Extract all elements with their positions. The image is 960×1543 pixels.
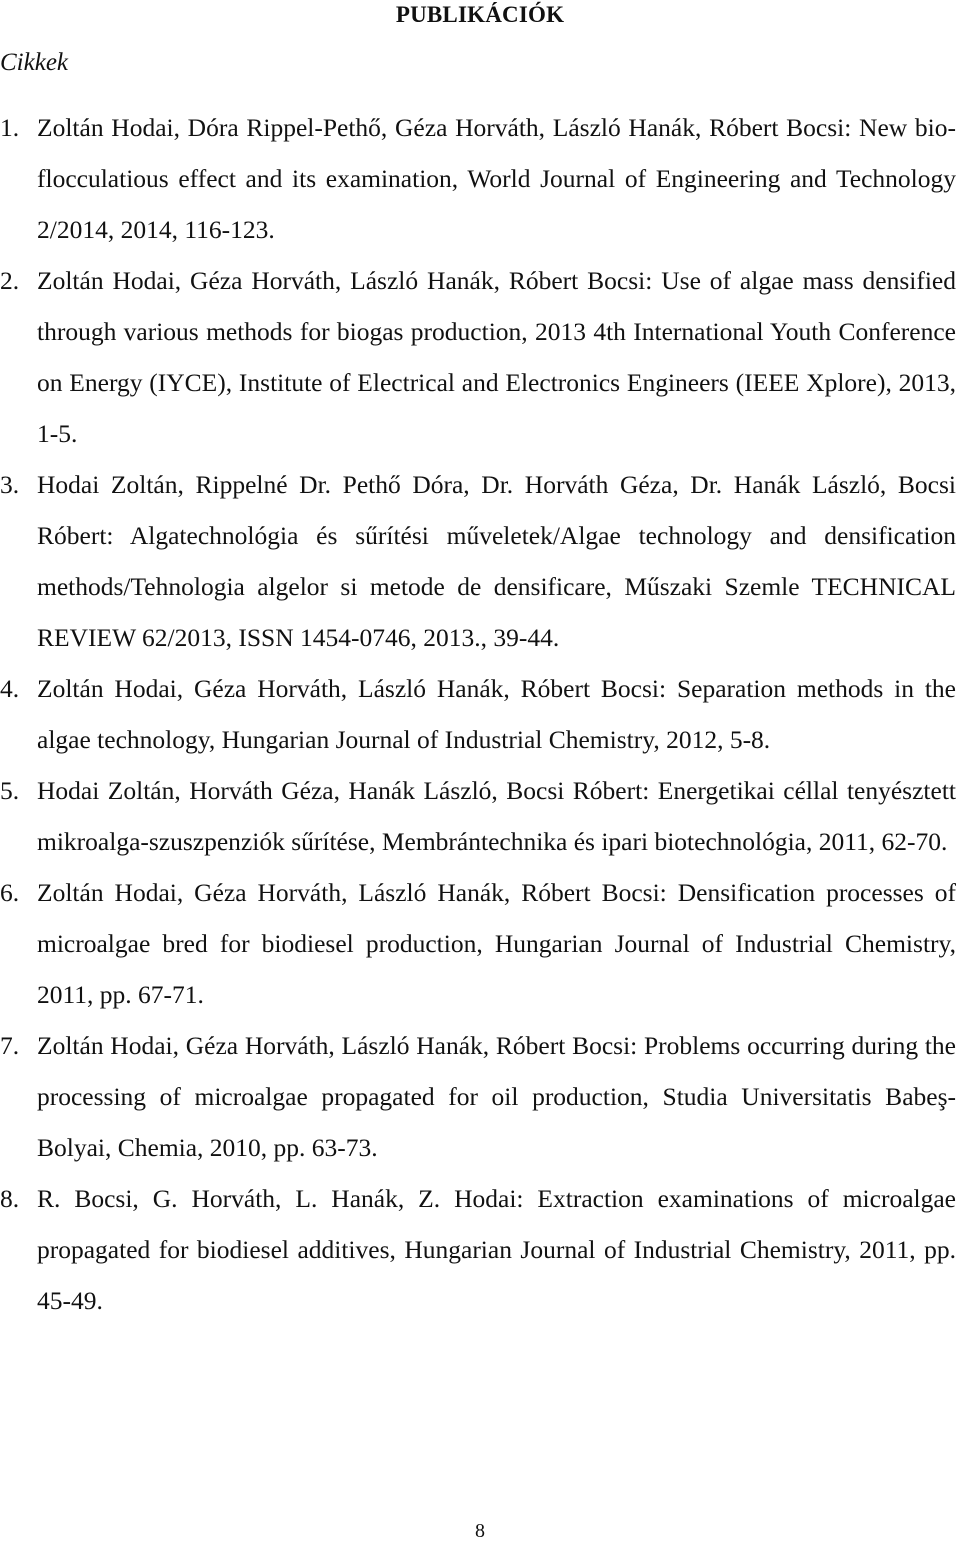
publication-item (0, 867, 956, 1020)
publication-text: Zoltán Hodai, Géza Horváth, László Hanák, Róbert Bocsi: Problems occurring during the processing of microalgae propagated for oil production, Studia Universitatis Babeş-Bolyai, Chemia, 2010, pp. 63-73. (37, 1031, 956, 1162)
publication-number: 7. (0, 1031, 20, 1060)
publication-number: 5. (0, 776, 20, 805)
publication-text: Hodai Zoltán, Horváth Géza, Hanák László, Bocsi Róbert: Energetikai céllal tenyésztett mikroalga-szuszpenziók sűrítése, Membrántechnika és ipari biotechnológia, 2011, 62-70. (37, 776, 956, 856)
publication-item (0, 255, 956, 459)
publication-number: 8. (0, 1184, 20, 1213)
publication-item (0, 1020, 956, 1173)
publication-text: Zoltán Hodai, Dóra Rippel-Pethő, Géza Horváth, László Hanák, Róbert Bocsi: New bio-flocculatious effect and its examination, World Journal of Engineering and Technology 2/2014, 2014, 116-123. (37, 113, 956, 244)
publication-item (0, 765, 956, 867)
publication-text: Hodai Zoltán, Rippelné Dr. Pethő Dóra, Dr. Horváth Géza, Dr. Hanák László, Bocsi Róbert: Algatechnológia és sűrítési műveletek/Algae technology and densification methods/Tehnologia algelor si metode de densificare, Műszaki Szemle TECHNICAL REVIEW 62/2013, ISSN 1454-0746, 2013., 39-44. (37, 470, 956, 652)
publication-number: 2. (0, 266, 20, 295)
publication-number: 4. (0, 674, 20, 703)
page-heading: PUBLIKÁCIÓK (395, 2, 565, 27)
publication-number: 3. (0, 470, 20, 499)
publication-item (0, 459, 956, 663)
publication-item (0, 663, 956, 765)
publication-text: Zoltán Hodai, Géza Horváth, László Hanák, Róbert Bocsi: Densification processes of microalgae bred for biodiesel production, Hungarian Journal of Industrial Chemistry, 2011, pp. 67-71. (37, 878, 956, 1009)
section-subheading: Cikkek (0, 49, 69, 76)
publication-text: Zoltán Hodai, Géza Horváth, László Hanák, Róbert Bocsi: Separation methods in the algae technology, Hungarian Journal of Industrial Chemistry, 2012, 5-8. (37, 674, 956, 754)
page-number: 8 (475, 1520, 485, 1542)
publication-item (0, 1173, 956, 1326)
publication-list (0, 102, 956, 1326)
publication-text: R. Bocsi, G. Horváth, L. Hanák, Z. Hodai: Extraction examinations of microalgae propagated for biodiesel additives, Hungarian Journal of Industrial Chemistry, 2011, pp. 45-49. (37, 1184, 956, 1315)
publication-item (0, 102, 956, 255)
publication-text: Zoltán Hodai, Géza Horváth, László Hanák, Róbert Bocsi: Use of algae mass densified through various methods for biogas production, 2013 4th International Youth Conference on Energy (IYCE), Institute of Electrical and Electronics Engineers (IEEE Xplore), 2013, 1-5. (37, 266, 956, 448)
publication-number: 1. (0, 113, 20, 142)
publication-number: 6. (0, 878, 20, 907)
